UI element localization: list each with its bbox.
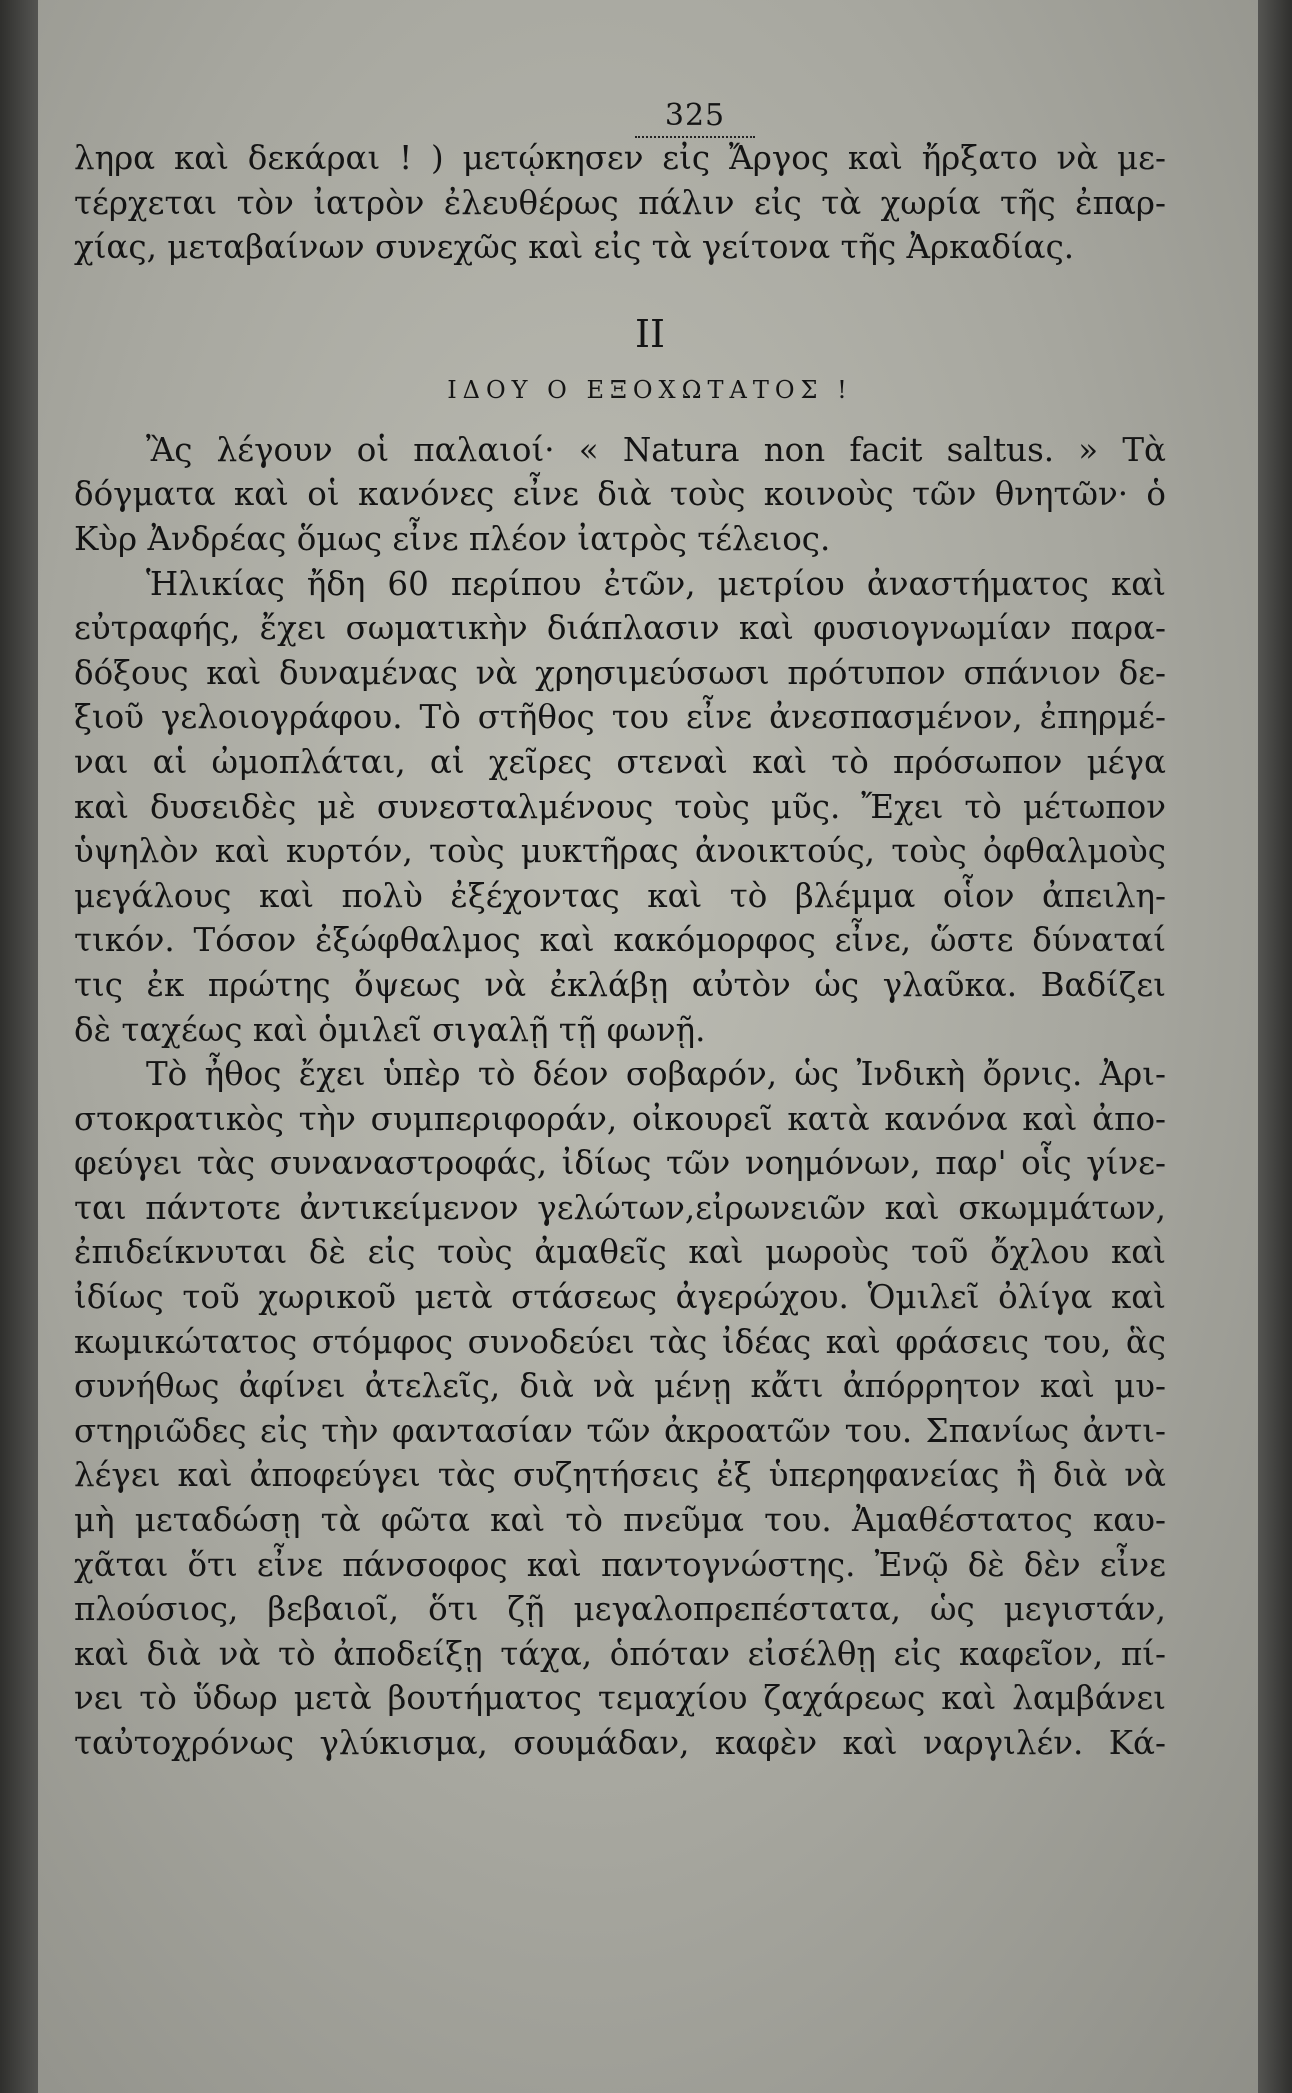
section-number: II xyxy=(634,311,666,356)
body-line: καὶ δυσειδὲς μὲ συνεσταλμένους τοὺς μῦς. Ἔχει τὸ μέτωπον xyxy=(74,787,1166,826)
book-page xyxy=(38,0,1258,2093)
body-line: νει τὸ ὕδωρ μετὰ βουτήματος τεμαχίου ζαχάρεως καὶ λαμβάνει xyxy=(74,1679,1166,1718)
body-line: Ἂς λέγουν οἱ παλαιοί· « Natura non facit saltus. » Τὰ xyxy=(146,430,1166,469)
body-line: στοκρατικὸς τὴν συμπεριφοράν, οἰκουρεῖ κατὰ κανόνα καὶ ἀπο- xyxy=(74,1099,1166,1138)
body-line: ἐπιδείκνυται δὲ εἰς τοὺς ἀμαθεῖς καὶ μωροὺς τοῦ ὄχλου καὶ xyxy=(74,1233,1166,1272)
body-line: κωμικώτατος στόμφος συνοδεύει τὰς ἰδέας καὶ φράσεις του, ἃς xyxy=(74,1322,1166,1361)
body-line: εὐτραφής, ἔχει σωματικὴν διάπλασιν καὶ φυσιογνωμίαν παρα- xyxy=(74,609,1166,648)
body-line: δόξους καὶ δυναμένας νὰ χρησιμεύσωσι πρότυπον σπάνιον δε- xyxy=(74,653,1166,692)
body-line: ται πάντοτε ἀντικείμενον γελώτων,εἰρωνειῶν καὶ σκωμμάτων, xyxy=(74,1188,1166,1227)
text-block xyxy=(74,96,1166,1766)
intro-line: χίας, μεταβαίνων συνεχῶς καὶ εἰς τὰ γείτονα τῆς Ἀρκαδίας. xyxy=(74,228,1075,267)
body-line: στηριῶδες εἰς τὴν φαντασίαν τῶν ἀκροατῶν του. Σπανίως ἀντι- xyxy=(74,1411,1166,1450)
page-number-text: 325 xyxy=(635,96,755,138)
body-line: ξιοῦ γελοιογράφου. Τὸ στῆθος του εἶνε ἀνεσπασμένον, ἐπηρμέ- xyxy=(74,698,1166,737)
intro-line: ληρα καὶ δεκάραι ! ) μετῴκησεν εἰς Ἄργος καὶ ἤρξατο νὰ με- xyxy=(74,139,1166,177)
body-line: δόγματα καὶ οἱ κανόνες εἶνε διὰ τοὺς κοινοὺς τῶν θνητῶν· ὁ xyxy=(74,475,1166,514)
intro-line: τέρχεται τὸν ἰατρὸν ἐλευθέρως πάλιν εἰς τὰ χωρία τῆς ἐπαρ- xyxy=(74,183,1166,222)
scan-edge-right xyxy=(1258,0,1292,2093)
body-line: λέγει καὶ ἀποφεύγει τὰς συζητήσεις ἐξ ὑπερηφανείας ἢ διὰ νὰ xyxy=(74,1456,1166,1495)
body-line: δὲ ταχέως καὶ ὁμιλεῖ σιγαλῇ τῇ φωνῇ. xyxy=(74,1010,706,1049)
body-line: τικόν. Τόσον ἐξώφθαλμος καὶ κακόμορφος εἶνε, ὥστε δύναταί xyxy=(74,921,1166,960)
body-line: μὴ μεταδώσῃ τὰ φῶτα καὶ τὸ πνεῦμα του. Ἀμαθέστατος καυ- xyxy=(74,1501,1166,1540)
body-line: χᾶται ὅτι εἶνε πάνσοφος καὶ παντογνώστης. Ἐνῷ δὲ δὲν εἶνε xyxy=(74,1545,1166,1584)
body-line: ναι αἱ ὠμοπλάται, αἱ χεῖρες στεναὶ καὶ τὸ πρόσωπον μέγα xyxy=(74,742,1166,781)
body-line: μεγάλους καὶ πολὺ ἐξέχοντας καὶ τὸ βλέμμα οἷον ἀπειλη- xyxy=(74,876,1166,915)
body-line: Κὺρ Ἀνδρέας ὅμως εἶνε πλέον ἰατρὸς τέλειος. xyxy=(74,519,831,558)
scan-edge-left xyxy=(0,0,38,2093)
body-line: ἰδίως τοῦ χωρικοῦ μετὰ στάσεως ἀγερώχου. Ὁμιλεῖ ὀλίγα καὶ xyxy=(74,1278,1166,1317)
body-line: καὶ διὰ νὰ τὸ ἀποδείξῃ τάχα, ὁπόταν εἰσέλθῃ εἰς καφεῖον, πί- xyxy=(74,1634,1166,1673)
body-line: ὑψηλὸν καὶ κυρτόν, τοὺς μυκτῆρας ἀνοικτούς, τοὺς ὀφθαλμοὺς xyxy=(74,832,1166,871)
body-line: συνήθως ἀφίνει ἀτελεῖς, διὰ νὰ μένῃ κἄτι ἀπόρρητον καὶ μυ- xyxy=(74,1367,1166,1406)
section-title: ΙΔΟΥ Ο ΕΞΟΧΩΤΑΤΟΣ ! xyxy=(447,375,853,404)
page-number xyxy=(224,96,1166,136)
body-line: Τὸ ἦθος ἔχει ὑπὲρ τὸ δέον σοβαρόν, ὡς Ἰνδικὴ ὄρνις. Ἀρι- xyxy=(146,1055,1166,1094)
body-line: Ἡλικίας ἤδη 60 περίπου ἐτῶν, μετρίου ἀναστήματος καὶ xyxy=(146,564,1166,603)
body-line: πλούσιος, βεβαιοῖ, ὅτι ζῇ μεγαλοπρεπέστατα, ὡς μεγιστάν, xyxy=(74,1590,1166,1629)
body-line: ταὐτοχρόνως γλύκισμα, σουμάδαν, καφὲν καὶ ναργιλέν. Κά- xyxy=(74,1724,1166,1762)
body-line: φεύγει τὰς συναναστροφάς, ἰδίως τῶν νοημόνων, παρ' οἷς γίνε- xyxy=(74,1144,1166,1183)
body-line: τις ἐκ πρώτης ὄψεως νὰ ἐκλάβῃ αὐτὸν ὡς γλαῦκα. Βαδίζει xyxy=(74,965,1166,1004)
